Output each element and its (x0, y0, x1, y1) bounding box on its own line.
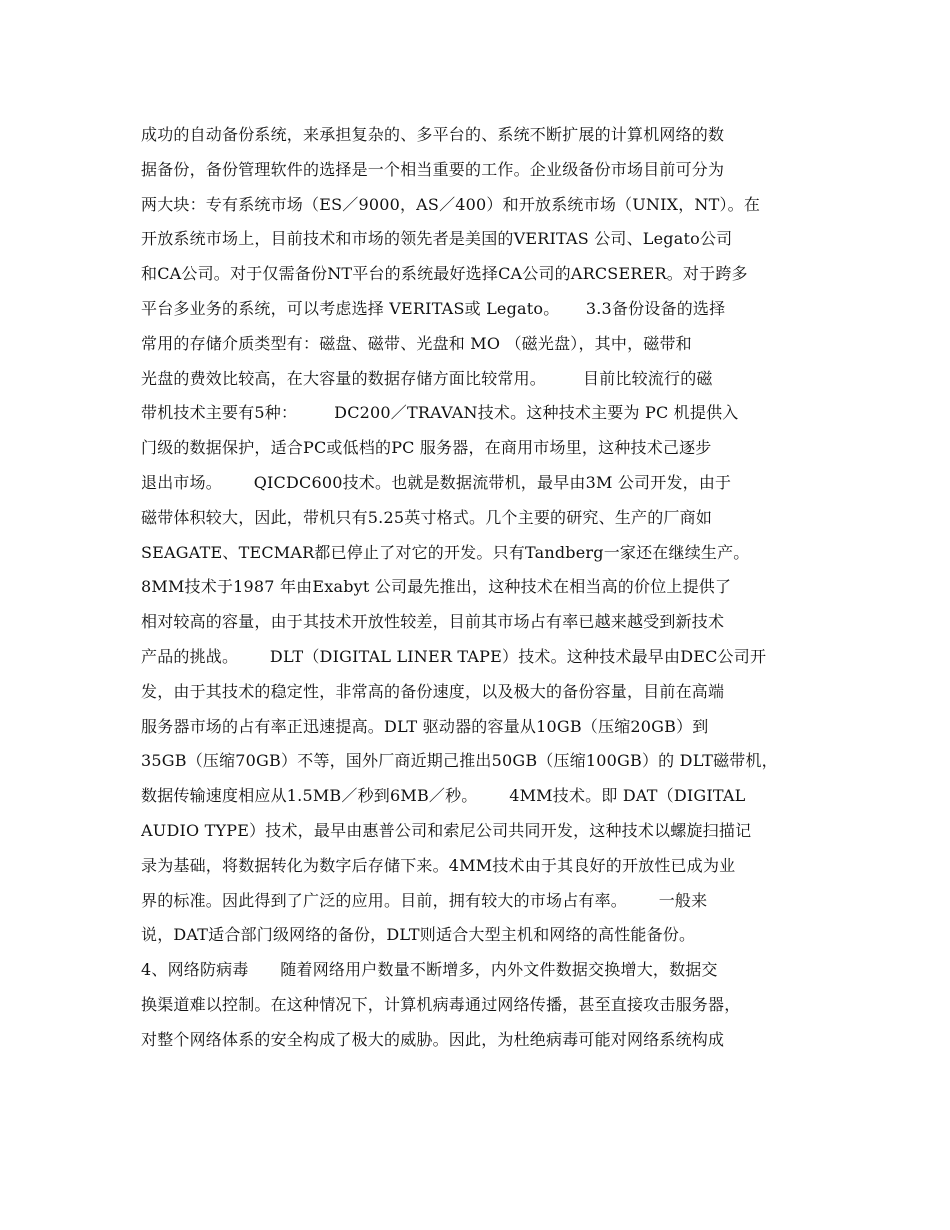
text-line: 两大块：专有系统市场（ES／9000，AS／400）和开放系统市场（UNIX，NT）。在 (141, 194, 761, 214)
text-line: 服务器市场的占有率正迅速提高。DLT 驱动器的容量从10GB（压缩20GB）到 (141, 716, 709, 736)
text-line: 8MM技术于1987 年由Exabyt 公司最先推出，这种技术在相当高的价位上提供了 (141, 577, 732, 597)
text-line: 4、网络防病毒 随着网络用户数量不断增多，内外文件数据交换增大，数据交 (141, 960, 718, 980)
text-line: AUDIO TYPE）技术，最早由惠普公司和索尼公司共同开发，这种技术以螺旋扫描记 (141, 820, 752, 840)
text-line: 成功的自动备份系统，来承担复杂的、多平台的、系统不断扩展的计算机网络的数 (141, 125, 725, 144)
text-line: 开放系统市场上，目前技术和市场的领先者是美国的VERITAS 公司、Legato公司 (141, 229, 733, 249)
text-line: 换渠道难以控制。在这种情况下，计算机病毒通过网络传播，甚至直接攻击服务器， (141, 994, 741, 1014)
body-text (141, 118, 821, 1058)
text-line: 门级的数据保护，适合PC或低档的PC 服务器，在商用市场里，这种技术己逐步 (141, 438, 712, 458)
text-line: 和CA公司。对于仅需备份NT平台的系统最好选择CA公司的ARCSERER。对于跨多 (141, 264, 748, 284)
text-line: 数据传输速度相应从1.5MB／秒到6MB／秒。 4MM技术。即 DAT（DIGITAL (141, 786, 746, 806)
text-line: 发，由于其技术的稳定性，非常高的备份速度，以及极大的备份容量，目前在高端 (141, 681, 725, 701)
text-line: 据备份，备份管理软件的选择是一个相当重要的工作。企业级备份市场目前可分为 (141, 159, 725, 179)
text-line: 光盘的费效比较高，在大容量的数据存储方面比较常用。 目前比较流行的磁 (141, 368, 713, 388)
text-line: 界的标准。因此得到了广泛的应用。目前，拥有较大的市场占有率。 一般来 (141, 890, 708, 910)
text-line: 对整个网络体系的安全构成了极大的威胁。因此，为杜绝病毒可能对网络系统构成 (141, 1029, 725, 1049)
text-line: SEAGATE、TECMAR都已停止了对它的开发。只有Tandberg一家还在继续生产。 (141, 542, 750, 562)
text-line: 说，DAT适合部门级网络的备份，DLT则适合大型主机和网络的高性能备份。 (141, 925, 696, 945)
text-line: 退出市场。 QICDC600技术。也就是数据流带机，最早由3M 公司开发，由于 (141, 472, 732, 492)
text-line: 相对较高的容量，由于其技术开放性较差，目前其市场占有率已越来越受到新技术 (141, 612, 725, 632)
text-line: 平台多业务的系统，可以考虑选择 VERITAS或 Legato。 3.3备份设备的选择 (141, 298, 726, 318)
text-line: 带机技术主要有5种： DC200／TRAVAN技术。这种技术主要为 PC 机提供入 (141, 403, 739, 423)
text-line: 磁带体积较大，因此，带机只有5.25英寸格式。几个主要的研究、生产的厂商如 (141, 507, 713, 527)
text-line: 录为基础，将数据转化为数字后存储下来。4MM技术由于其良好的开放性已成为业 (141, 855, 736, 875)
text-line: 35GB（压缩70GB）不等，国外厂商近期己推出50GB（压缩100GB）的 DLT磁带机， (141, 751, 778, 771)
text-line: 常用的存储介质类型有：磁盘、磁带、光盘和 MO （磁光盘），其中，磁带和 (141, 333, 692, 353)
text-line: 产品的挑战。 DLT（DIGITAL LINER TAPE）技术。这种技术最早由DEC公司开 (141, 646, 767, 666)
